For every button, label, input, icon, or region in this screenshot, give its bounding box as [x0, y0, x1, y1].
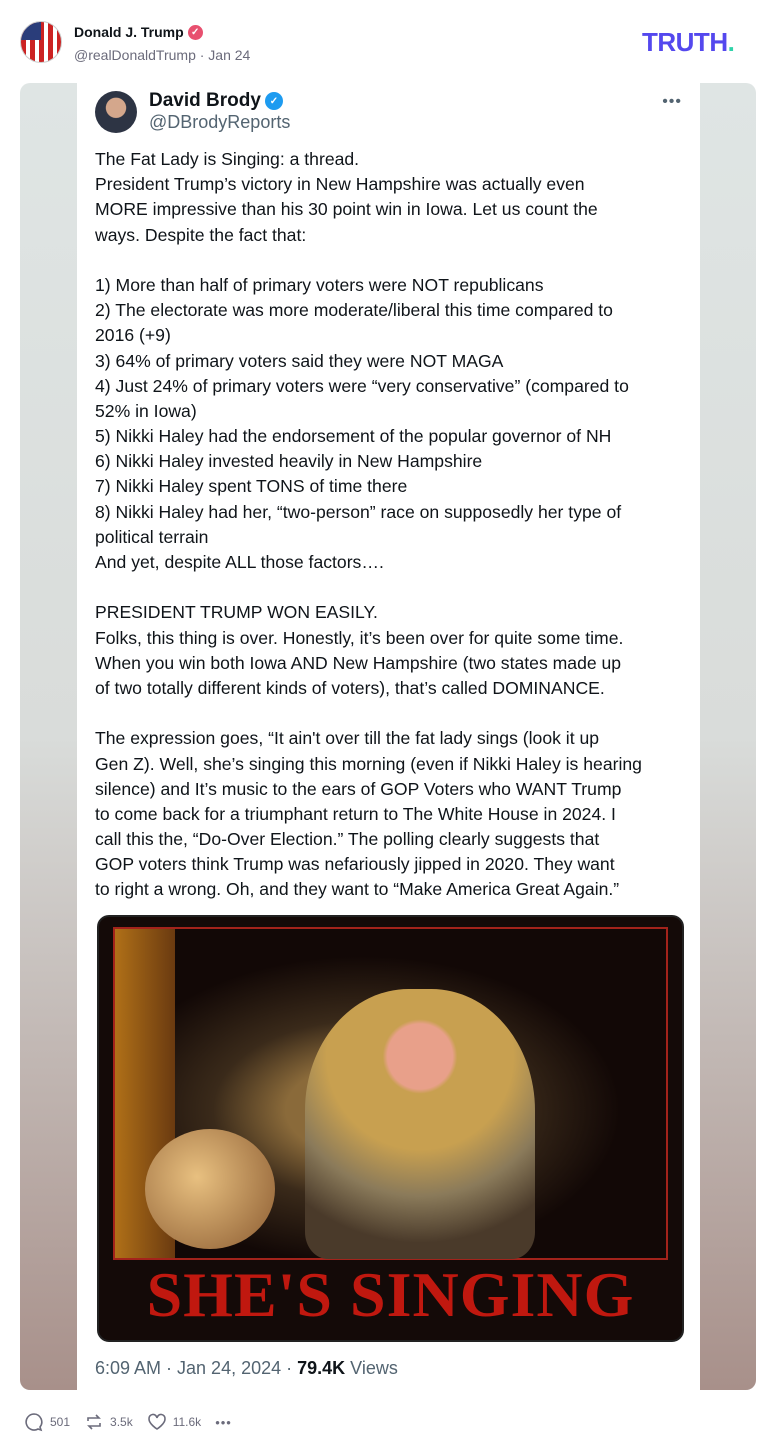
- stage-photo: [113, 927, 668, 1260]
- views-count: 79.4K: [297, 1358, 346, 1378]
- embed-author-handle: @DBrodyReports: [149, 112, 291, 132]
- logo-text: TRUTH: [642, 27, 728, 57]
- tweet-text-line: of two totally different kinds of voters), that’s called DOMINANCE.: [95, 677, 605, 698]
- tweet-text-line: PRESIDENT TRUMP WON EASILY.: [95, 602, 378, 623]
- post-media[interactable]: [20, 83, 756, 1390]
- tweet-text-line: [95, 575, 695, 600]
- truth-logo[interactable]: [642, 27, 734, 58]
- tweet-text-line: The expression goes, “It ain't over till the fat lady sings (look it up: [95, 728, 600, 749]
- tweet-text-line: 3) 64% of primary voters said they were NOT MAGA: [95, 350, 504, 371]
- tweet-text-line: The Fat Lady is Singing: a thread.: [95, 149, 360, 169]
- tweet-text-line: to right a wrong. Oh, and they want to “Make America Great Again.”: [95, 879, 620, 900]
- verified-badge-icon: ✓: [265, 92, 283, 110]
- views-label: Views: [345, 1358, 398, 1378]
- more-options-button[interactable]: [215, 1415, 232, 1430]
- author-avatar[interactable]: [20, 21, 62, 63]
- tweet-text-line: 1) More than half of primary voters were NOT republicans: [95, 274, 544, 295]
- tweet-text-line: And yet, despite ALL those factors….: [95, 552, 384, 572]
- tweet-text-line: political terrain: [95, 526, 209, 547]
- like-button[interactable]: [147, 1412, 201, 1432]
- embed-author-avatar: [95, 91, 137, 133]
- tweet-text-line: 7) Nikki Haley spent TONS of time there: [95, 476, 408, 497]
- reply-button[interactable]: [24, 1412, 70, 1432]
- reply-count: 501: [50, 1415, 71, 1429]
- tweet-text-line: 4) Just 24% of primary voters were “very conservative” (compared to: [95, 375, 629, 396]
- verified-badge-icon: ✓: [188, 25, 203, 40]
- tweet-text-line: ways. Despite the fact that:: [95, 224, 307, 245]
- tweet-text-line: 52% in Iowa): [95, 400, 197, 421]
- retruth-count: 3.5k: [110, 1415, 133, 1429]
- embed-author-name-text: David Brody: [149, 90, 261, 111]
- author-name[interactable]: [74, 24, 203, 40]
- tweet-text-line: GOP voters think Trump was nefariously jipped in 2020. They want: [95, 854, 615, 875]
- tweet-text-line: call this the, “Do-Over Election.” The polling clearly suggests that: [95, 829, 600, 850]
- tweet-text-line: 6) Nikki Haley invested heavily in New Hampshire: [95, 451, 483, 472]
- opera-singer: [305, 989, 535, 1259]
- tweet-text-line: [95, 248, 695, 273]
- tweet-text-line: MORE impressive than his 30 point win in Iowa. Let us count the: [95, 199, 598, 220]
- author-name-text: Donald J. Trump: [74, 24, 184, 40]
- tweet-text-line: to come back for a triumphant return to The White House in 2024. I: [95, 803, 616, 824]
- embed-tweet-text: [95, 147, 695, 903]
- reply-icon: [24, 1412, 44, 1432]
- tweet-text-line: [95, 701, 695, 726]
- author-handle[interactable]: @realDonaldTrump · Jan 24: [74, 47, 251, 63]
- shield: [145, 1129, 275, 1249]
- embed-author-name: [149, 90, 283, 112]
- tweet-text-line: Gen Z). Well, she’s singing this morning (even if Nikki Haley is hearing: [95, 753, 642, 774]
- tweet-text-line: 8) Nikki Haley had her, “two-person” race on supposedly her type of: [95, 501, 622, 522]
- fat-lady-image: [97, 915, 684, 1342]
- embedded-tweet-screenshot: [77, 83, 700, 1390]
- post-actions: [24, 1412, 240, 1432]
- tweet-text-line: silence) and It’s music to the ears of GOP Voters who WANT Trump: [95, 778, 622, 799]
- tweet-text-line: 2016 (+9): [95, 325, 171, 346]
- like-count: 11.6k: [172, 1415, 202, 1429]
- timestamp-text: 6:09 AM · Jan 24, 2024 ·: [95, 1358, 298, 1378]
- tweet-text-line: 2) The electorate was more moderate/liberal this time compared to: [95, 300, 613, 321]
- more-icon: •••: [662, 93, 682, 110]
- tweet-text-line: President Trump’s victory in New Hampshire was actually even: [95, 174, 585, 195]
- logo-dot: .: [727, 27, 735, 57]
- heart-icon: [147, 1412, 167, 1432]
- tweet-text-line: Folks, this thing is over. Honestly, it’s been over for quite some time.: [95, 627, 624, 648]
- tweet-text-line: 5) Nikki Haley had the endorsement of the popular governor of NH: [95, 426, 612, 447]
- embed-timestamp: [95, 1358, 398, 1379]
- retruth-icon: [84, 1412, 104, 1432]
- image-caption: SHE'S SINGING: [146, 1259, 635, 1330]
- more-icon: •••: [215, 1414, 232, 1430]
- retruth-button[interactable]: [84, 1412, 133, 1432]
- tweet-text-line: When you win both Iowa AND New Hampshire (two states made up: [95, 652, 622, 673]
